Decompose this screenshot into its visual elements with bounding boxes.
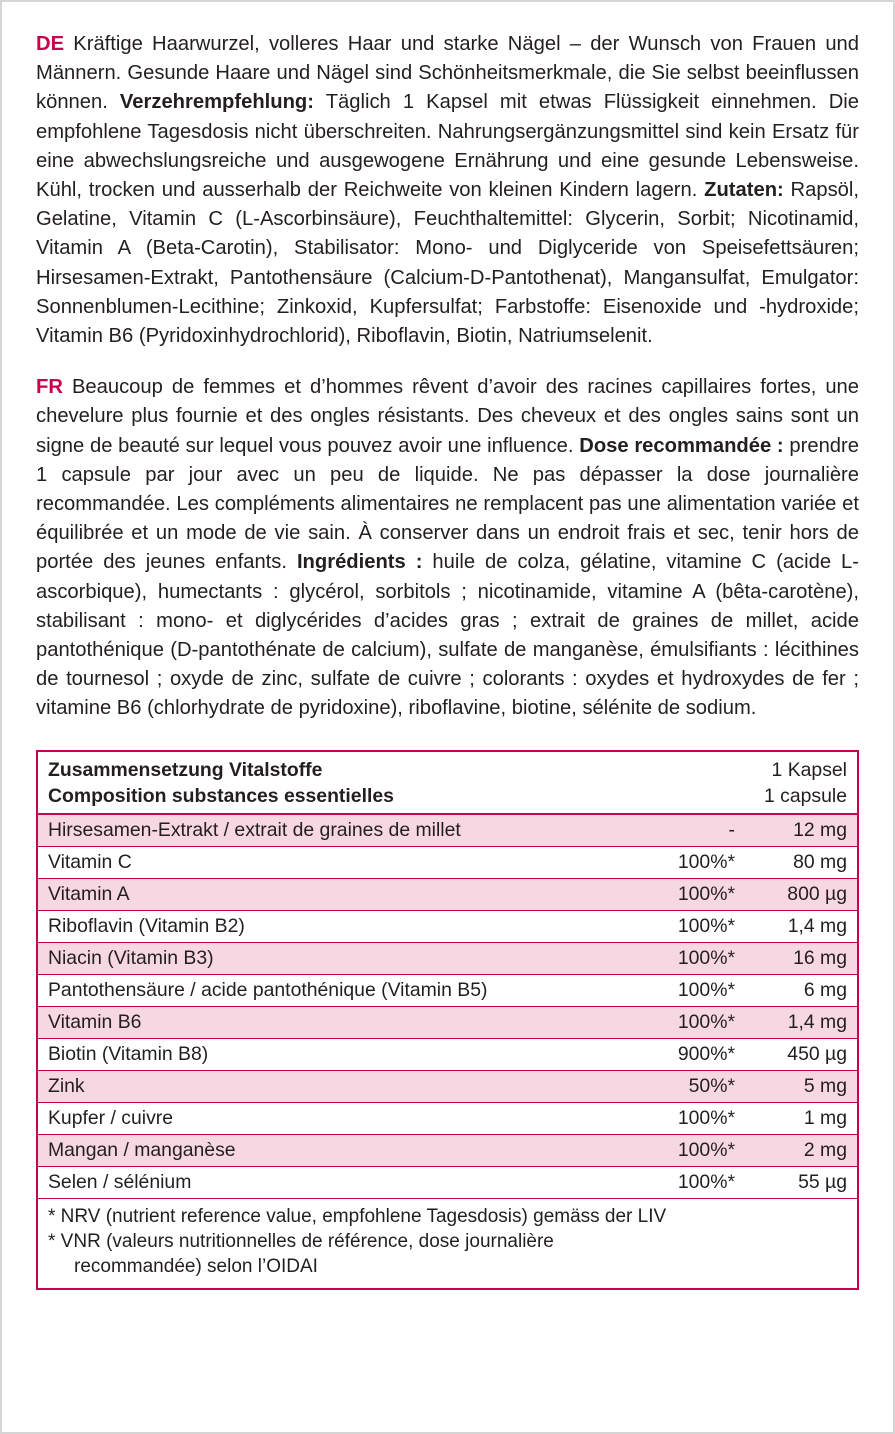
table-header-titles [38, 752, 745, 814]
fr-text-3: huile de colza, gélatine, vitamine C (acide L-ascorbique), humectants : glycérol, sorbitols ; nicotinamide, vitamine A (bêta-carotène), stabilisant : mono- et diglycérides d’acides gras ; extrait de graines de millet, acide pantothénique (D-pantothénate de calcium), sulfate de manganèse, émulsifiants : lécithines de tournesol ; oxyde de zinc, sulfate de cuivre ; colorants : oxydes et hydroxydes de fer ; vitamine B6 (chlorhydrate de pyridoxine), riboflavine, biotine, sélénite de sodium. [36, 551, 859, 720]
de-text-3: Rapsöl, Gelatine, Vitamin C (L-Ascorbinsäure), Feuchthaltemittel: Glycerin, Sorbit; Nicotinamid, Vitamin A (Beta-Carotin), Stabilisator: Mono- und Diglyceride von Speisefettsäuren; Hirsesamen-Extrakt, Pantothensäure (Calcium-D-Pantothenat), Mangansulfat, Emulgator: Sonnenblumen-Lecithine; Zinkoxid, Kupfersulfat; Farbstoffe: Eisenoxide und -hydroxide; Vitamin B6 (Pyridoxinhydrochlorid), Riboflavin, Biotin, Natriumselenit. [36, 179, 859, 348]
nutrient-amount: 1,4 mg [745, 1006, 857, 1038]
nutrient-amount: 1 mg [745, 1102, 857, 1134]
table-title-de: Zusammensetzung Vitalstoffe [48, 758, 323, 781]
nutrient-amount: 16 mg [745, 942, 857, 974]
table-row [38, 1134, 857, 1166]
fr-bold-dosage-label: Dose recommandée : [579, 434, 784, 457]
nutrient-amount: 1,4 mg [745, 910, 857, 942]
composition-table-container [36, 750, 859, 1290]
fr-bold-ingredients-label: Ingrédients : [296, 551, 423, 574]
nutrient-name: Selen / sélénium [38, 1166, 629, 1198]
nutrient-nrv-percent: - [629, 814, 745, 847]
nutrient-nrv-percent: 100%* [629, 1134, 745, 1166]
de-text-1: Kräftige Haarwurzel, volleres Haar und starke Nägel – der Wunsch von Frauen und Männern. Gesunde Haare und Nägel sind Schönheitsmerkmale, die Sie selbst beeinflussen können. [36, 33, 859, 114]
table-rows-body [38, 814, 857, 1199]
nutrient-name: Niacin (Vitamin B3) [38, 942, 629, 974]
table-row [38, 846, 857, 878]
nutrient-nrv-percent: 100%* [629, 1102, 745, 1134]
nutrient-amount: 6 mg [745, 974, 857, 1006]
table-row [38, 910, 857, 942]
nutrient-nrv-percent: 100%* [629, 1166, 745, 1198]
composition-table [38, 752, 857, 1288]
nutrient-name: Vitamin C [38, 846, 629, 878]
nutrient-amount: 80 mg [745, 846, 857, 878]
fr-text-2: prendre 1 capsule par jour avec un peu de liquide. Ne pas dépasser la dose journalière recommandée. Les compléments alimentaires ne remplacent pas une alimentation variée et équilibrée et un mode de vie sain. À conserver dans un endroit frais et sec, tenir hors de portée des jeunes enfants. [36, 434, 859, 574]
table-row [38, 1006, 857, 1038]
nutrient-nrv-percent: 100%* [629, 910, 745, 942]
de-bold-ingredients-label: Zutaten: [704, 179, 784, 202]
nutrient-nrv-percent: 50%* [629, 1070, 745, 1102]
nutrient-name: Zink [38, 1070, 629, 1102]
table-footnote [38, 1198, 857, 1288]
table-title-fr: Composition substances essentielles [48, 784, 394, 807]
nutrient-amount: 5 mg [745, 1070, 857, 1102]
nutrient-name: Biotin (Vitamin B8) [38, 1038, 629, 1070]
nutrient-nrv-percent: 100%* [629, 942, 745, 974]
nutrient-amount: 2 mg [745, 1134, 857, 1166]
table-row [38, 942, 857, 974]
nutrient-name: Riboflavin (Vitamin B2) [38, 910, 629, 942]
de-bold-dosage-label: Verzehrempfehlung: [119, 91, 314, 114]
table-row [38, 814, 857, 847]
nutrient-name: Kupfer / cuivre [38, 1102, 629, 1134]
nutrient-name: Pantothensäure / acide pantothénique (Vitamin B5) [38, 974, 629, 1006]
german-description-paragraph [36, 30, 859, 351]
table-footnote-row [38, 1198, 857, 1288]
nutrient-nrv-percent: 100%* [629, 846, 745, 878]
footnote-line-3: recommandée) selon l’OIDAI [74, 1255, 318, 1277]
language-tag-de: DE [36, 33, 65, 55]
table-unit-de: 1 Kapsel [771, 758, 847, 781]
nutrient-nrv-percent: 100%* [629, 974, 745, 1006]
nutrient-amount: 450 µg [745, 1038, 857, 1070]
nutrient-amount: 800 µg [745, 878, 857, 910]
footnote-line-1: * NRV (nutrient reference value, empfohlene Tagesdosis) gemäss der LIV [48, 1205, 667, 1227]
nutrient-name: Mangan / manganèse [38, 1134, 629, 1166]
nutrient-name: Hirsesamen-Extrakt / extrait de graines de millet [38, 814, 629, 847]
nutrient-name: Vitamin B6 [38, 1006, 629, 1038]
french-description-paragraph [36, 373, 859, 723]
table-row [38, 974, 857, 1006]
de-text-2: Täglich 1 Kapsel mit etwas Flüssigkeit einnehmen. Die empfohlene Tagesdosis nicht überschreiten. Nahrungsergänzungsmittel sind kein Ersatz für eine abwechslungsreiche und ausgewogene Ernährung und eine gesunde Lebensweise. Kühl, trocken und ausserhalb der Reichweite von kleinen Kindern lagern. [36, 91, 859, 202]
table-row [38, 1102, 857, 1134]
nutrient-amount: 12 mg [745, 814, 857, 847]
table-row [38, 1070, 857, 1102]
footnote-line-2: * VNR (valeurs nutritionnelles de référence, dose journalière [48, 1230, 554, 1252]
table-header-row [38, 752, 857, 814]
table-row [38, 1166, 857, 1198]
nutrient-nrv-percent: 100%* [629, 1006, 745, 1038]
nutrient-nrv-percent: 900%* [629, 1038, 745, 1070]
language-tag-fr: FR [36, 376, 63, 399]
nutrient-nrv-percent: 100%* [629, 878, 745, 910]
nutrient-name: Vitamin A [38, 878, 629, 910]
table-row [38, 878, 857, 910]
table-unit-fr: 1 capsule [763, 784, 847, 807]
fr-text-1: Beaucoup de femmes et d’hommes rêvent d’avoir des racines capillaires fortes, une chevelure plus fournie et des ongles résistants. Des cheveux et des ongles sains sont un signe de beauté sur lequel vous pouvez avoir une influence. [36, 376, 859, 457]
table-header-units [745, 752, 857, 814]
nutrient-amount: 55 µg [745, 1166, 857, 1198]
table-row [38, 1038, 857, 1070]
